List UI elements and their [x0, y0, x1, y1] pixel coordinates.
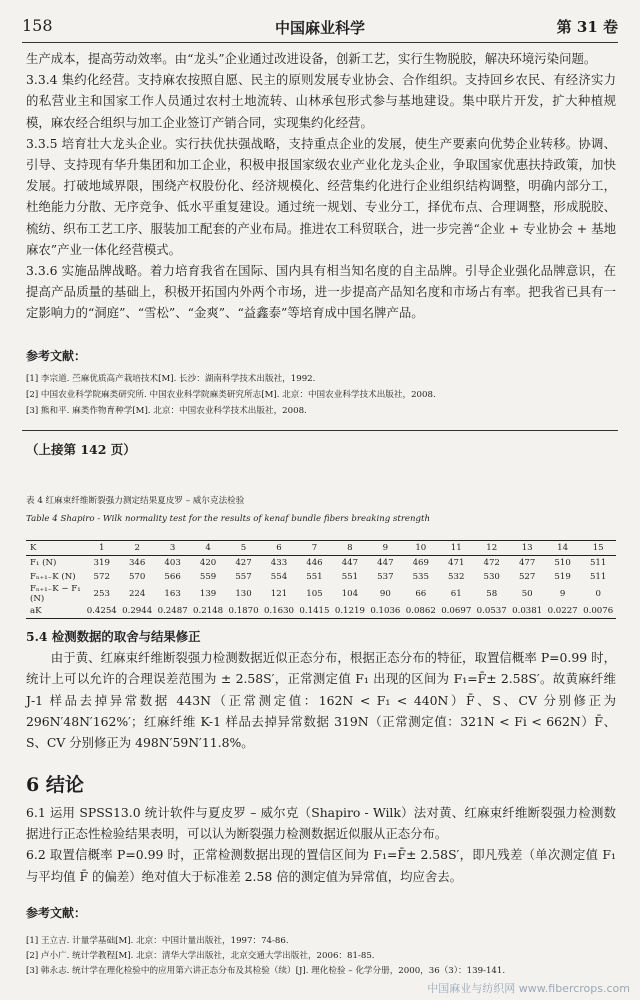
table-row	[26, 604, 616, 619]
table-cell: 8	[332, 541, 367, 556]
table-row-label: aK	[26, 604, 84, 619]
table-cell: 121	[270, 589, 288, 599]
table-cell: 469	[412, 558, 429, 568]
table-cell: 58	[486, 589, 498, 599]
table-row	[26, 556, 616, 571]
table-cell: 471	[448, 558, 465, 568]
table-cell: 511	[589, 572, 607, 582]
reference-item: [1] 李宗道. 苎麻优质高产栽培技术[M]. 长沙：湖南科学技术出版社，1992.	[26, 374, 316, 384]
table-cell: 0.0537	[474, 604, 509, 619]
table-cell: 66	[415, 589, 427, 599]
table-cell: 0.0076	[580, 604, 616, 619]
table-cell: 130	[235, 589, 252, 599]
table-cell: 319	[93, 558, 110, 568]
table-cell: 0.1036	[368, 604, 403, 619]
conclusion-body	[26, 802, 616, 887]
table-caption	[26, 494, 616, 526]
continued-note: （上接第 142 页）	[26, 442, 136, 457]
table-cell: 530	[483, 572, 500, 582]
page-number: 158	[22, 16, 53, 35]
reference-item: [2] 卢小广. 统计学教程[M]. 北京：清华大学出版社，北京交通大学出版社，2006：81-85.	[26, 951, 375, 961]
table-cell: 433	[270, 558, 288, 568]
table-cell: 535	[412, 572, 429, 582]
paragraph-intro: 生产成本，提高劳动效率。由“龙头”企业通过改进设备，创新工艺，实行生物脱胶，解决环境污染问题。	[26, 51, 597, 66]
table-cell: 0.1219	[332, 604, 367, 619]
table-cell: 346	[128, 558, 146, 568]
table-cell: 551	[306, 572, 323, 582]
table-cell: 477	[518, 558, 536, 568]
table-cell: 2	[119, 541, 154, 556]
table-cell: 224	[128, 589, 146, 599]
table-cell: 559	[199, 572, 217, 582]
table-cell: 13	[509, 541, 544, 556]
table-cell: 0.2944	[119, 604, 154, 619]
table-row	[26, 570, 616, 584]
table-cell: 5	[226, 541, 261, 556]
section-5-4-heading: 5.4 检测数据的取舍与结果修正	[26, 629, 201, 644]
table-cell: 15	[580, 541, 616, 556]
table-cell: 0.1415	[297, 604, 332, 619]
table-cell: 90	[379, 589, 391, 599]
page-header	[22, 14, 618, 38]
table-cell: 9	[559, 589, 566, 599]
table-cell: 510	[554, 558, 571, 568]
table-cell: 0.1870	[226, 604, 261, 619]
table-row	[26, 584, 616, 604]
table-cell: 11	[439, 541, 474, 556]
upper-body	[26, 48, 616, 324]
table-cell: 537	[377, 572, 394, 582]
table-caption-en: Table 4 Shapiro - Wilk normality test for the results of kenaf bundle fibers breaking strength	[26, 514, 431, 524]
conclusion-6-2: 6.2 取置信概率 P=0.99 时，正常检测数据出现的置信区间为 F₁=F̄± 2.58S′，即凡残差（单次测定值 F₁ 与平均值 F̄ 的偏差）绝对值大于标准差 2.58 倍的测定值为异常值，均应舍去。	[26, 847, 616, 884]
table-cell: 104	[341, 589, 359, 599]
table-cell: 139	[199, 589, 217, 599]
table-cell: 0.0697	[439, 604, 474, 619]
table-cell: 61	[450, 589, 462, 599]
table-cell: 554	[270, 572, 288, 582]
table-cell: 447	[377, 558, 394, 568]
table-cell: 0.0862	[403, 604, 438, 619]
section-5-4	[26, 626, 616, 753]
reference-item: [3] 韩永志. 统计学在理化检验中的应用第六讲正态分布及其检验（续）[J]. 理化检验 – 化学分册，2000，36（3）：139-141.	[26, 966, 506, 976]
table-cell: 427	[235, 558, 252, 568]
table-row-label: K	[26, 541, 84, 556]
table-cell: 6	[261, 541, 296, 556]
references-list-1	[26, 372, 616, 418]
table-cell: 446	[306, 558, 323, 568]
table-cell: 0	[595, 589, 601, 599]
conclusion-heading: 6 结论	[26, 774, 84, 796]
conclusion-6-1: 6.1 运用 SPSS13.0 统计软件与夏皮罗 – 威尔克（Shapiro - Wilk）法对黄、红麻束纤维断裂强力检测数据进行正态性检验结果表明，可以认为断裂强力检测数据近似服从正态分布。	[26, 805, 616, 842]
table-cell: 0.0227	[545, 604, 580, 619]
table-cell: 253	[93, 589, 110, 599]
table-cell: 532	[448, 572, 465, 582]
section-5-4-text: 由于黄、红麻束纤维断裂强力检测数据近似正态分布，根据正态分布的特征，取置信概率 P=0.99 时，统计上可以允许的合理误差范围为 ± 2.58S′，正常测定值 F₁ 出现的区间为 F₁=F̄± 2.58S′。故黄麻纤维 J-1 样品去掉异常数据 443N（正常测定值：162N < F₁ < 440N）F̄、S、CV 分别修正为 296N′48N′162%′；红麻纤维 K-1 样品去掉异常数据 319N（正常测定值：321N < Fi < 662N）F̄、S、CV 分别修正为 498N′59N′11.8%。	[26, 650, 616, 751]
table-cell: 472	[483, 558, 500, 568]
table-row	[26, 541, 616, 556]
table-cell: 447	[341, 558, 359, 568]
normality-test-table	[26, 540, 616, 619]
table-cell: 1	[84, 541, 119, 556]
table-cell: 7	[297, 541, 332, 556]
table-cell: 14	[545, 541, 580, 556]
table-cell: 3	[155, 541, 190, 556]
table-cell: 0.2487	[155, 604, 190, 619]
journal-title: 中国麻业科学	[274, 19, 365, 37]
table-cell: 10	[403, 541, 438, 556]
table-cell: 4	[190, 541, 225, 556]
table-row-label: F₁ (N)	[30, 558, 57, 568]
reference-item: [1] 王立吉. 计量学基础[M]. 北京：中国计量出版社，1997：74-86.	[26, 936, 289, 946]
table-cell: 557	[235, 572, 252, 582]
section-3-3-6: 3.3.6 实施品牌战略。着力培育我省在国际、国内具有相当知名度的自主品牌。引导企业强化品牌意识，在提高产品质量的基础上，积极开拓国内外两个市场，进一步提高产品知名度和市场占有率。把我省已具有一定影响力的“洞庭”、“雪松”、“金爽”、“益鑫泰”等培育成中国名牌产品。	[26, 263, 616, 321]
table-cell: 163	[164, 589, 181, 599]
table-cell: 420	[199, 558, 217, 568]
header-rule	[22, 42, 618, 43]
section-3-3-4: 3.3.4 集约化经营。支持麻农按照自愿、民主的原则发展专业协会、合作组织。支持回乡农民、有经济实力的私营业主和国家工作人员通过农村土地流转、山林承包形式参与基地建设。集中联片开发，扩大种植规模，麻农经合组织与加工企业签订产销合同，实现集约化经营。	[26, 72, 616, 130]
references-heading-1: 参考文献：	[26, 349, 87, 363]
table-cell: 511	[589, 558, 607, 568]
site-watermark: 中国麻业与纺织网 www.fibercrops.com	[427, 982, 630, 995]
table-cell: 519	[554, 572, 571, 582]
table-caption-cn: 表 4 红麻束纤维断裂强力测定结果夏皮罗 – 威尔克法检验	[26, 496, 245, 506]
table-cell: 0.2148	[190, 604, 225, 619]
table-cell: 527	[518, 572, 536, 582]
table-cell: 0.4254	[84, 604, 119, 619]
table-cell: 0.1630	[261, 604, 296, 619]
references-heading-2: 参考文献：	[26, 906, 87, 920]
table-row-label: Fₙ₊₁₋K (N)	[30, 572, 76, 582]
table-cell: 0.0381	[509, 604, 544, 619]
volume-label: 第 31 卷	[556, 18, 618, 36]
table-cell: 9	[368, 541, 403, 556]
references-list-2	[26, 934, 616, 978]
reference-item: [3] 熊和平. 麻类作物育种学[M]. 北京：中国农业科学技术出版社，2008.	[26, 406, 307, 416]
section-3-3-5: 3.3.5 培育壮大龙头企业。实行扶优扶强战略，支持重点企业的发展，使生产要素向优势企业转移。协调、引导、支持现有华升集团和加工企业，积极申报国家级农业产业化龙头企业，争取国家优惠扶持政策，加快发展。打破地域界限，围绕产权股份化、经济规模化、经营集约化进行企业组织结构调整，明确内部分工，杜绝能力分散、无序竞争、低水平重复建设。通过统一规划、专业分工，择优布点、合理调整，形成脱胶、梳纺、织布工艺工序、服装加工配套的产业布局。推进农工科贸联合，进一步完善“企业 + 专业协会 + 基地麻农”产业一体化经营模式。	[26, 135, 616, 257]
table-cell: 566	[164, 572, 181, 582]
table-row-label: Fₙ₊₁₋K − F₁ (N)	[30, 584, 81, 604]
table-cell: 551	[341, 572, 359, 582]
section-divider	[22, 430, 618, 431]
table-cell: 105	[306, 589, 323, 599]
table-cell: 572	[93, 572, 110, 582]
table-cell: 50	[521, 589, 533, 599]
table-cell: 570	[128, 572, 146, 582]
table-cell: 403	[164, 558, 181, 568]
reference-item: [2] 中国农业科学院麻类研究所. 中国农业科学院麻类研究所志[M]. 北京：中国农业科学技术出版社，2008.	[26, 390, 436, 400]
table-cell: 12	[474, 541, 509, 556]
